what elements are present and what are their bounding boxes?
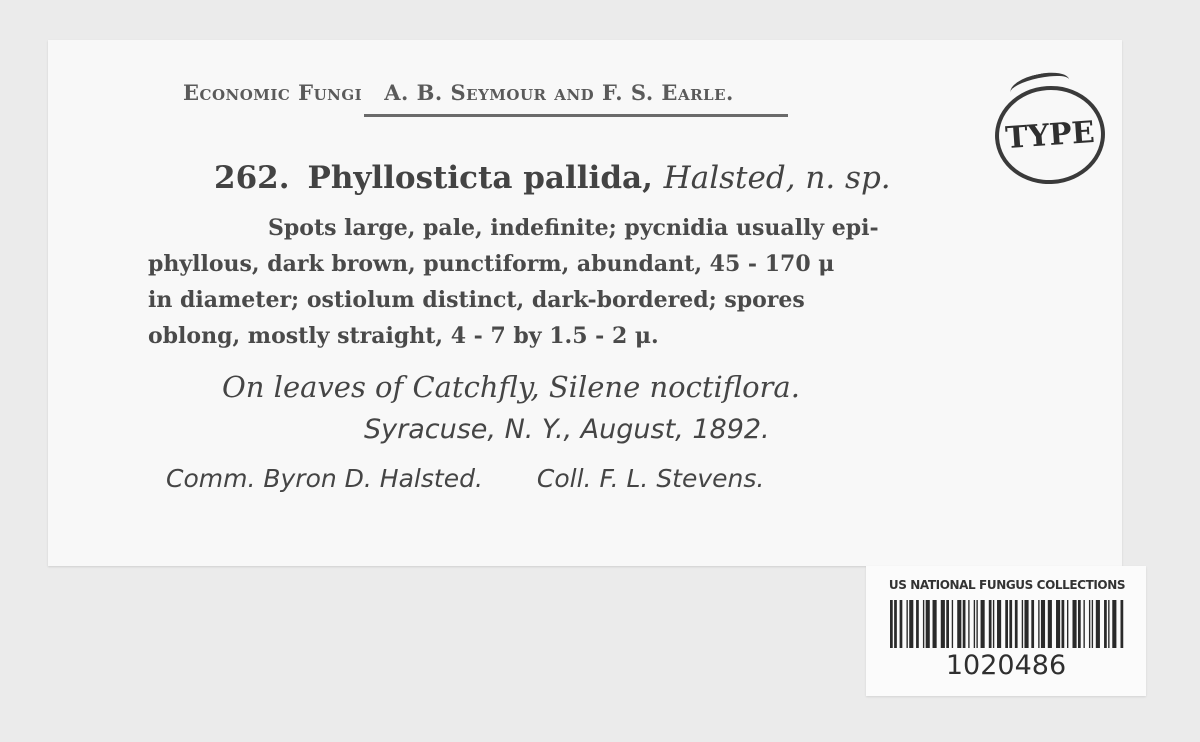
- type-stamp: [992, 82, 1109, 187]
- barcode-bar: [1062, 600, 1065, 648]
- barcode-number: 1020486: [945, 650, 1067, 681]
- series-authors: A. B. Seymour and F. S. Earle.: [384, 80, 734, 105]
- barcode-bar: [1112, 600, 1116, 648]
- barcode-bar: [916, 600, 919, 648]
- locality-line: Syracuse, N. Y., August, 1892.: [364, 414, 770, 445]
- barcode-bar: [981, 600, 985, 648]
- barcode-bar: [963, 600, 966, 648]
- label-header: [183, 80, 983, 105]
- barcode-bar: [1031, 600, 1034, 648]
- header-rule: [364, 114, 788, 117]
- barcode-bar: [957, 600, 961, 648]
- series-title: Economic Fungi: [183, 80, 363, 105]
- barcode-bar: [1078, 600, 1081, 648]
- barcode-bar: [900, 600, 903, 648]
- barcode-bar: [989, 600, 992, 648]
- barcode-bar: [941, 600, 945, 648]
- specimen-label: [48, 40, 1122, 566]
- barcode-bar: [894, 600, 897, 648]
- species-author: Halsted: [663, 160, 786, 196]
- barcode-bar: [926, 600, 930, 648]
- species-description: [148, 210, 1028, 354]
- barcode-bar: [976, 600, 977, 648]
- barcode-bar: [909, 600, 913, 648]
- barcode-bar: [1038, 600, 1039, 648]
- host-line: On leaves of Catchfly, Silene noctiflora.: [222, 370, 800, 404]
- barcode-bar: [997, 600, 1001, 648]
- type-stamp-text: TYPE: [1004, 114, 1096, 156]
- barcode-bar: [1041, 600, 1045, 648]
- barcode-institution: US NATIONAL FUNGUS COLLECTIONS: [888, 578, 1126, 592]
- description-line: phyllous, dark brown, punctiform, abundant, 45 - 170 μ: [148, 251, 835, 277]
- species-status: , n. sp.: [785, 160, 891, 196]
- barcode-bar: [1089, 600, 1090, 648]
- barcode-bar: [1022, 600, 1023, 648]
- barcode-bar: [968, 600, 969, 648]
- exsiccata-number: 262.: [214, 160, 290, 196]
- barcode-bar: [952, 600, 953, 648]
- barcode-bar: [1048, 600, 1052, 648]
- barcode-bar: [993, 600, 994, 648]
- barcode-bar: [933, 600, 937, 648]
- species-title: [214, 160, 891, 196]
- barcode-bar: [1121, 600, 1124, 648]
- barcode-bar: [906, 600, 907, 648]
- barcode-bar: [1092, 600, 1093, 648]
- collectors-line: [166, 464, 764, 493]
- barcode-bar: [1108, 600, 1109, 648]
- species-name: Phyllosticta pallida,: [307, 160, 653, 196]
- barcode-bar: [1024, 600, 1028, 648]
- barcode-bar: [1015, 600, 1018, 648]
- collected-by: Coll. F. L. Stevens.: [536, 464, 765, 493]
- barcode-label: [866, 566, 1146, 696]
- description-line: in diameter; ostiolum distinct, dark-bordered; spores: [148, 287, 805, 313]
- communicated-by: Comm. Byron D. Halsted.: [166, 464, 483, 493]
- barcode-bar: [1104, 600, 1107, 648]
- description-line: oblong, mostly straight, 4 - 7 by 1.5 - 2 μ.: [148, 323, 659, 349]
- barcode-bar: [1005, 600, 1008, 648]
- barcode-bar: [923, 600, 924, 648]
- barcode-bar: [1083, 600, 1084, 648]
- barcode-bar: [1096, 600, 1100, 648]
- barcode-bar: [1072, 600, 1076, 648]
- barcode-bar: [1009, 600, 1012, 648]
- barcode-bar: [946, 600, 949, 648]
- barcode-bars: [890, 600, 1126, 648]
- barcode-bar: [974, 600, 975, 648]
- barcode-bar: [890, 600, 893, 648]
- barcode-bar: [1067, 600, 1068, 648]
- barcode-bar: [1056, 600, 1060, 648]
- description-line: Spots large, pale, indefinite; pycnidia usually epi-: [268, 215, 879, 241]
